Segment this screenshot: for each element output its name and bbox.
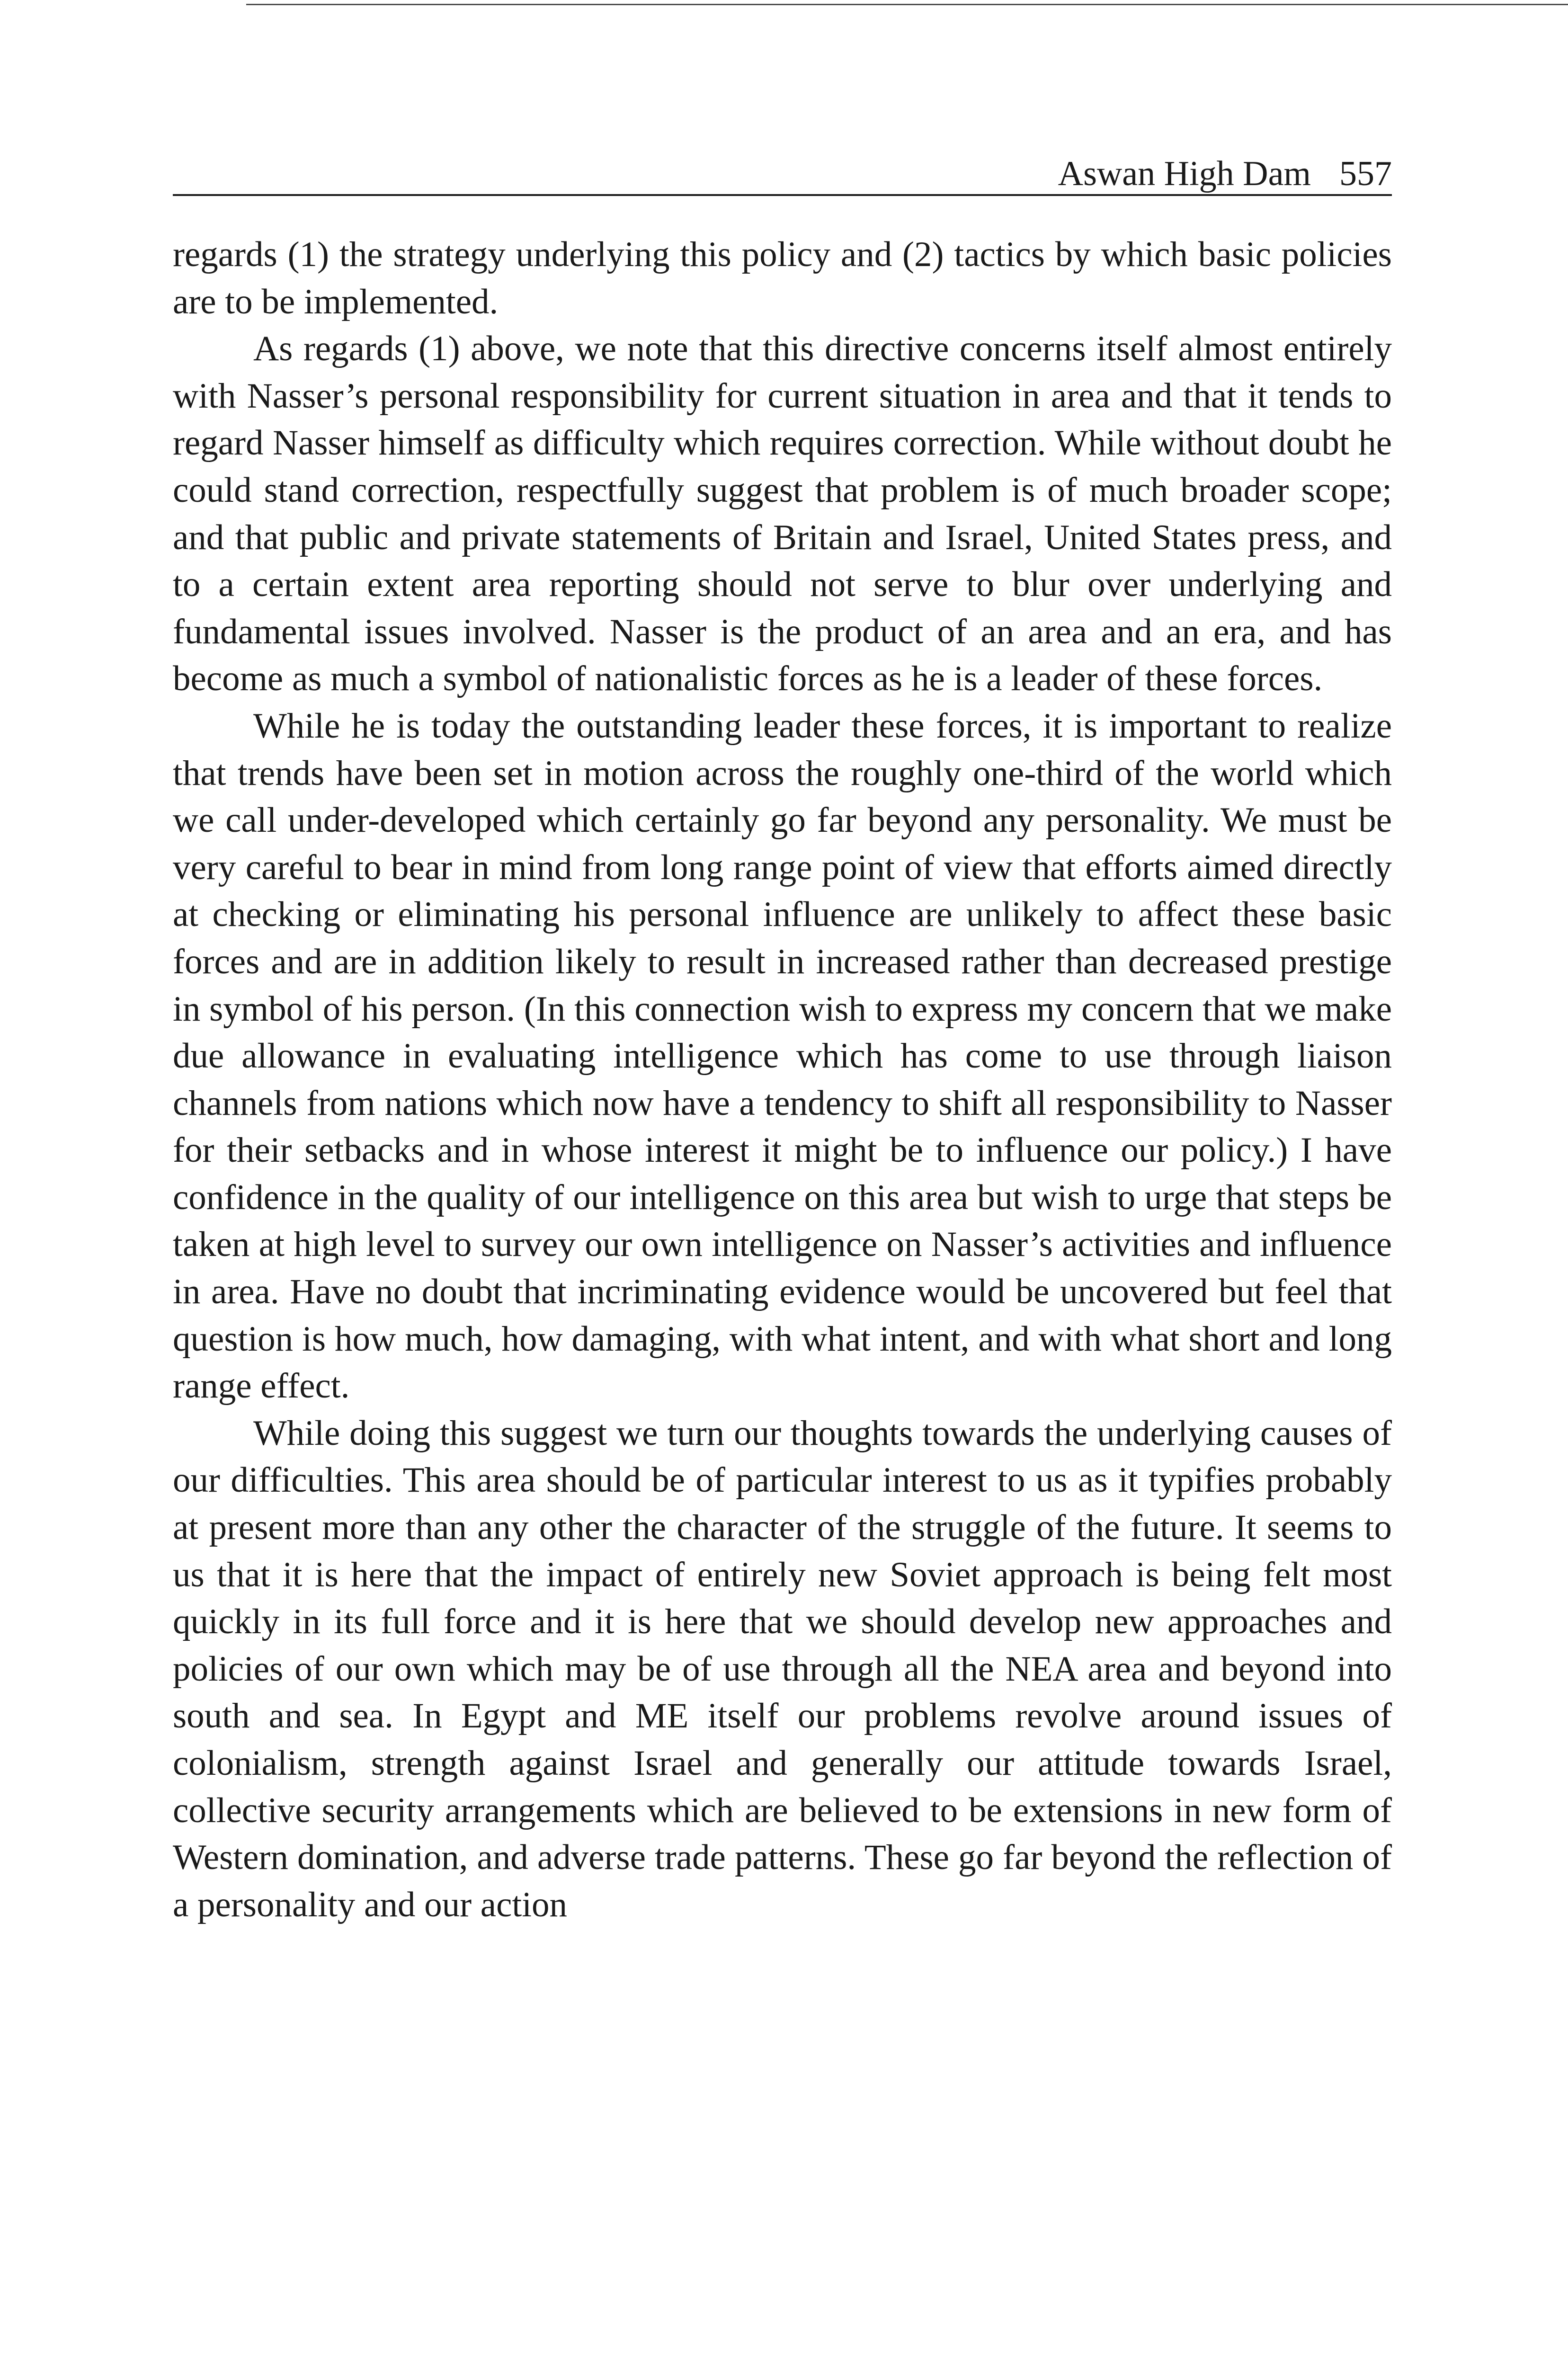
paragraph: While doing this suggest we turn our thoughts towards the underlying causes of our difficulties. This area should be of particular interest to us as it typifies probably at present more than any other the character of the struggle of the future. It seems to us that it is here that the impact of entirely new Soviet approach is being felt most quickly in its full force and it is here that we should develop new approaches and policies of our own which may be of use through all the NEA area and beyond into south and sea. In Egypt and ME itself our problems revolve around issues of colonialism, strength against Israel and generally our attitude towards Israel, collective security arrangements which are believed to be extensions in new form of Western domination, and adverse trade patterns. These go far beyond the reflection of a personality and our action [173, 1413, 1392, 1924]
page-number: 557 [1339, 154, 1392, 193]
paragraph-continued: regards (1) the strategy underlying this policy and (2) tactics by which basic policies are to be implemented. [173, 235, 1392, 321]
paragraph: While he is today the outstanding leader these forces, it is important to realize that trends have been set in motion across the roughly one-third of the world which we call under-developed which certainly go far beyond any personality. We must be very careful to bear in mind from long range point of view that efforts aimed directly at checking or eliminating his personal influence are unlikely to affect these basic forces and are in addition likely to result in increased rather than decreased prestige in symbol of his person. (In this connection wish to express my concern that we make due allowance in evaluating intelligence which has come to use through liaison channels from nations which now have a tendency to shift all responsibility to Nasser for their setbacks and in whose interest it might be to influence our policy.) I have confidence in the quality of our intelligence on this area but wish to urge that steps be taken at high level to survey our own intelligence on Nasser’s activities and influence in area. Have no doubt that incriminating evidence would be uncovered but feel that question is how much, how damaging, with what intent, and with what short and long range effect. [173, 706, 1392, 1406]
running-header [173, 147, 1392, 196]
running-header-text [1058, 156, 1392, 191]
body-text [173, 231, 1392, 1928]
document-page [161, 0, 1392, 2367]
running-title: Aswan High Dam [1058, 154, 1311, 193]
paragraph: As regards (1) above, we note that this directive concerns itself almost entirely with Nasser’s personal responsibility for current situation in area and that it tends to regard Nasser himself as difficulty which requires correction. While without doubt he could stand correction, respectfully suggest that problem is of much broader scope; and that public and private statements of Britain and Israel, United States press, and to a certain extent area reporting should not serve to blur over underlying and fundamental issues involved. Nasser is the product of an area and an era, and has become as much a symbol of nationalistic forces as he is a leader of these forces. [173, 329, 1392, 699]
